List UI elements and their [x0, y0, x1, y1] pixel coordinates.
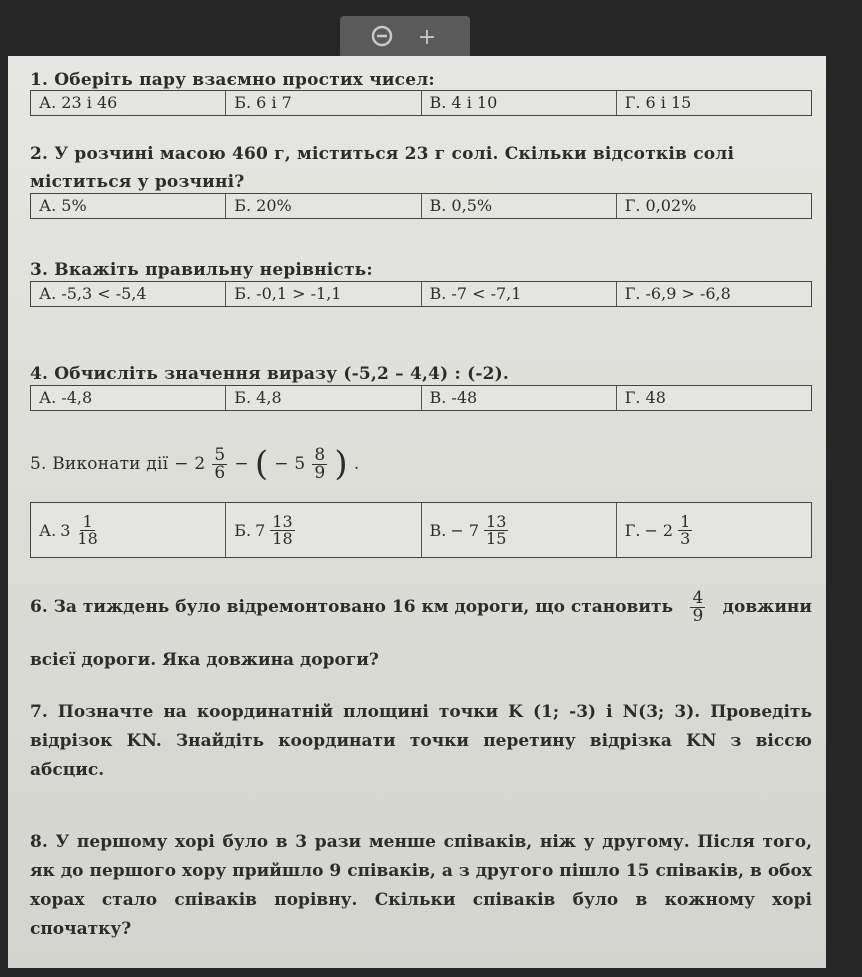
- q5-b-num: 8: [314, 444, 326, 465]
- q1-options: [30, 90, 812, 116]
- q4-option-b[interactable]: Б. 4,8: [225, 386, 420, 410]
- q5-a-opt-den: 18: [77, 528, 98, 548]
- question-7: 7. Позначте на координатній площині точки K (1; -3) і N(3; 3). Проведіть відрізок KN. Знайдіть координати точки перетину відрізка KN з віссю абсцис.: [30, 702, 812, 780]
- q3-option-a[interactable]: А. -5,3 < -5,4: [39, 284, 147, 303]
- zoom-toolbar: [340, 16, 470, 58]
- q1-option-b[interactable]: Б. 6 і 7: [225, 91, 420, 115]
- q3-option-d[interactable]: Г. -6,9 > -6,8: [616, 282, 811, 306]
- q5-prefix: 5. Виконати дії: [30, 454, 169, 474]
- q5-c-opt-whole: − 7: [450, 520, 480, 540]
- q4-option-d[interactable]: Г. 48: [616, 386, 811, 410]
- q5-option-c[interactable]: [421, 503, 616, 557]
- q5-a-den: 6: [214, 462, 226, 483]
- q2-option-b[interactable]: Б. 20%: [225, 194, 420, 218]
- q5-b-whole: − 5: [274, 454, 306, 474]
- q5-options: [30, 502, 812, 558]
- worksheet: [8, 56, 826, 968]
- q5-minus: −: [234, 454, 249, 474]
- q6-frac-num: 4: [692, 588, 704, 608]
- q5-d-opt-den: 3: [680, 528, 691, 548]
- q1-option-d[interactable]: Г. 6 і 15: [616, 91, 811, 115]
- question-8: 8. У першому хорі було в 3 рази менше співаків, ніж у другому. Після того, як до першого хору прийшло 9 співаків, а з другого пішло 15 співаків, в обох хорах стало співаків порівну. Скільки співаків було в кожному хорі спочатку?: [30, 832, 812, 939]
- q5-option-a[interactable]: [31, 503, 225, 557]
- q5-left-paren: (: [254, 444, 269, 484]
- q1-option-a[interactable]: А. 23 і 46: [39, 93, 118, 112]
- q4-option-c[interactable]: В. -48: [421, 386, 616, 410]
- q5-b-den: 9: [314, 462, 326, 483]
- zoom-out-icon[interactable]: [370, 24, 396, 50]
- q5-b-opt-den: 18: [272, 528, 293, 548]
- q2-option-d[interactable]: Г. 0,02%: [616, 194, 811, 218]
- question-4: 4. Обчисліть значення виразу (-5,2 – 4,4) : (-2).: [30, 364, 509, 384]
- question-2-line2: міститься у розчині?: [30, 172, 245, 192]
- q5-b-fraction: [312, 444, 327, 483]
- q5-a-label: А.: [39, 520, 57, 540]
- q5-b-opt-num: 13: [272, 511, 293, 531]
- question-1: 1. Оберіть пару взаємно простих чисел:: [30, 70, 435, 90]
- q5-end: .: [353, 454, 360, 474]
- q1-option-c[interactable]: В. 4 і 10: [421, 91, 616, 115]
- q5-a-whole: − 2: [174, 454, 206, 474]
- q4-option-a[interactable]: А. -4,8: [39, 388, 93, 407]
- q3-options: [30, 281, 812, 307]
- q2-options: [30, 193, 812, 219]
- q5-right-paren: ): [334, 444, 348, 484]
- question-3: 3. Вкажіть правильну нерівність:: [30, 260, 373, 280]
- q5-d-label: Г.: [624, 520, 641, 540]
- q4-options: [30, 385, 812, 411]
- q3-option-b[interactable]: Б. -0,1 > -1,1: [225, 282, 420, 306]
- q5-a-fraction: [212, 444, 227, 483]
- q2-option-a[interactable]: А. 5%: [39, 196, 87, 215]
- q2-option-c[interactable]: В. 0,5%: [421, 194, 616, 218]
- q5-a-opt-num: 1: [82, 511, 93, 531]
- q5-b-label: Б.: [234, 520, 252, 540]
- question-6-line2: всієї дороги. Яка довжина дороги?: [30, 650, 379, 670]
- question-2-line1: 2. У розчині масою 460 г, міститься 23 г солі. Скільки відсотків солі: [30, 144, 735, 164]
- q6-fraction: [690, 590, 705, 625]
- q5-option-d[interactable]: [616, 503, 811, 557]
- q6-frac-den: 9: [692, 606, 704, 626]
- q6-line1-text: 6. За тиждень було відремонтовано 16 км дороги, що становить: [30, 597, 674, 617]
- question-6-line1: [30, 590, 812, 625]
- q6-line1-end: довжини: [722, 597, 812, 617]
- q3-option-c[interactable]: В. -7 < -7,1: [421, 282, 616, 306]
- q5-a-opt-whole: 3: [60, 520, 71, 540]
- q5-c-label: В.: [429, 520, 447, 540]
- q5-c-opt-den: 15: [486, 528, 507, 548]
- q5-d-opt-whole: − 2: [644, 520, 674, 540]
- q5-c-opt-num: 13: [486, 511, 507, 531]
- q5-d-opt-num: 1: [680, 511, 691, 531]
- q5-option-b[interactable]: [225, 503, 420, 557]
- zoom-in-button[interactable]: +: [417, 24, 437, 50]
- q5-b-opt-whole: 7: [255, 520, 266, 540]
- question-5: [30, 436, 359, 492]
- q5-a-num: 5: [214, 444, 226, 465]
